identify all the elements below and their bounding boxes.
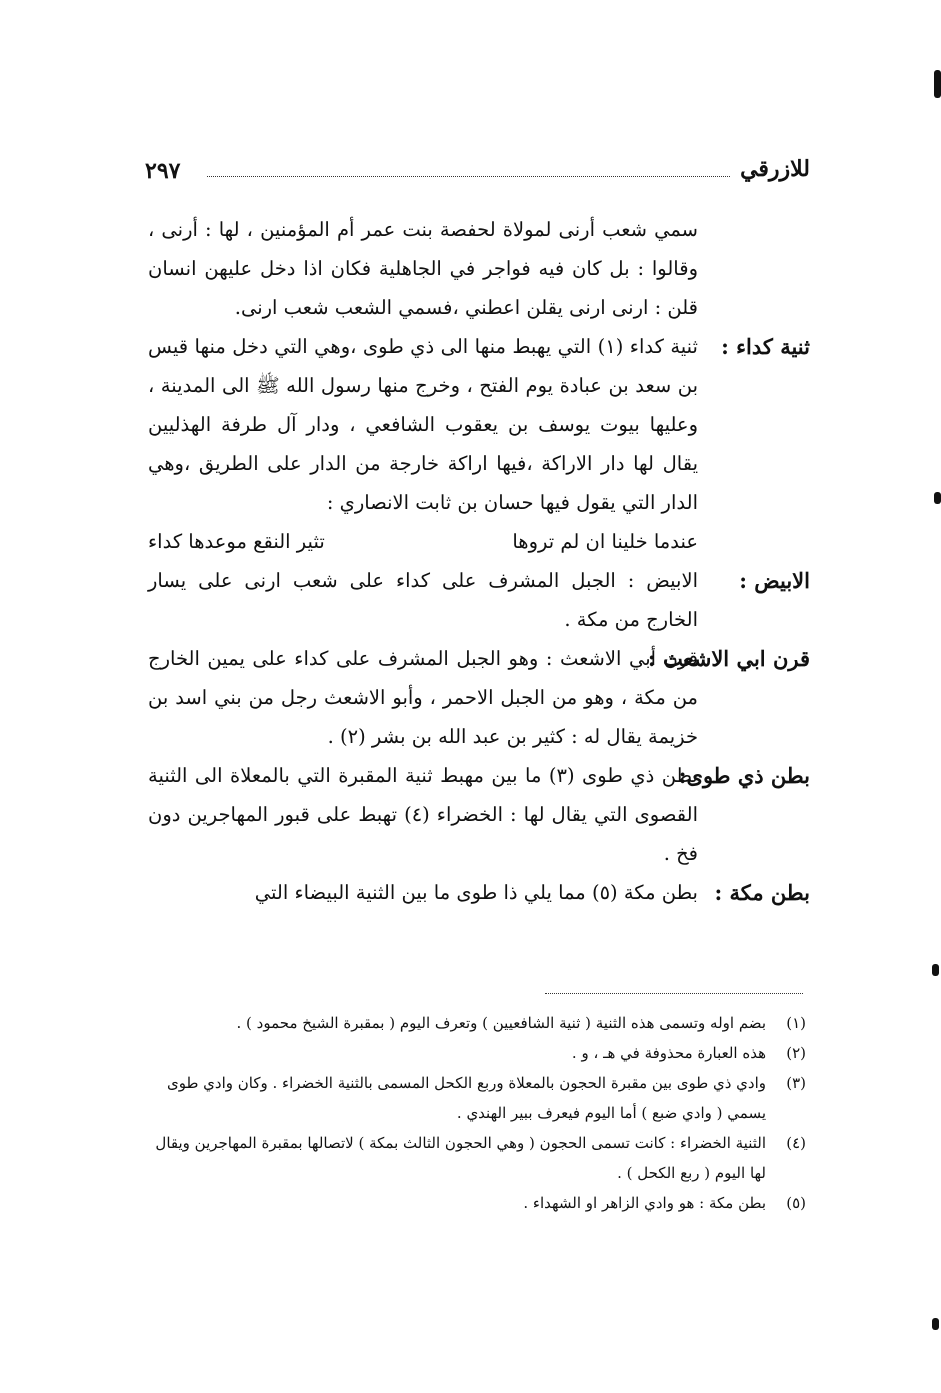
footnote-number: (١) [786,1014,806,1032]
entry-text: سمي شعب أرنى لمولاة لحفصة بنت عمر أم المؤمنين ، لها : أرنى ، وقالوا : بل كان فيه فواجر في الجاهلية فكان اذا دخل عليهن انسان قلن : ارنى ارنى يقلن اعطني ،فسمي الشعب شعب ارنى. [148,218,698,319]
footnote-text: وادي ذي طوى بين مقبرة الحجون بالمعلاة وربع الكحل المسمى بالثنية الخضراء . وكان وادي طوى يسمي ( وادي ضبع ) أما اليوم فيعرف ببير الهندي . [166,1074,766,1122]
entry-text: بطن مكة (٥) مما يلي ذا طوى ما بين الثنية البيضاء التي [254,881,698,904]
verse-second-hemistich: تثير النقع موعدها كداء [148,530,325,553]
entry-term: قرن ابي الاشعث : [647,646,810,671]
entry-term [698,210,810,327]
entry-term: بطن مكة : [714,880,810,905]
entry-text: قرن أبي الاشعث : وهو الجبل المشرف على كداء على يمين الخارج من مكة ، وهو من الجبل الاحمر ، وأبو الاشعث رجل من بني اسد بن خزيمة يقال له : كثير بن عبد الله بن بشر (٢) . [148,647,698,748]
scan-mark [934,70,941,98]
footnote [140,1068,806,1128]
verse-block [148,522,810,561]
paragraph [148,210,810,327]
entry-abyad [148,561,810,639]
running-title: للازرقي [740,156,810,182]
footnote [140,1008,806,1038]
entry-batn-dhi-tuwa [148,756,810,873]
verse-first-hemistich: عندما خلينا ان لم تروها [512,530,698,553]
footnote-number: (٤) [786,1134,806,1152]
entry-text: بطن ذي طوى (٣) ما بين مهبط ثنية المقبرة التي بالمعلاة الى الثنية القصوى التي يقال لها : الخضراء (٤) تهبط على قبور المهاجرين دون فخ . [148,764,698,865]
footnotes [140,1008,806,1218]
main-text [148,210,810,912]
footnote-number: (٥) [786,1194,806,1212]
header-rule [207,176,730,177]
scan-mark [932,964,939,976]
entry-text: ثنية كداء (١) التي يهبط منها الى ذي طوى ،وهي التي دخل منها قيس بن سعد بن عبادة يوم الفتح ، وخرج منها رسول الله ﷺ الى المدينة ، وعليها بيوت يوسف بن يعقوب الشافعي ، ودار آل طرفة الهذليين يقال لها دار الاراكة ،فيها اراكة خارجة من الدار على الطريق ،وهي الدار التي يقول فيها حسان بن ثابت الانصاري : [148,335,698,514]
entry-term: بطن ذي طوى: [678,763,810,788]
page-header [145,156,810,196]
entry-text: الابيض : الجبل المشرف على كداء على شعب ارنى على يسار الخارج من مكة . [148,569,698,631]
footnote [140,1128,806,1188]
page-number: ٢٩٧ [145,158,181,184]
poem-verse [148,522,698,561]
footnote [140,1038,806,1068]
entry-thaniyat-kada [148,327,810,522]
footnote-text: بطن مكة : هو وادي الزاهر او الشهداء . [523,1194,766,1212]
footnote-text: بضم اوله وتسمى هذه الثنية ( ثنية الشافعيين ) وتعرف اليوم ( بمقبرة الشيخ محمود ) . [236,1014,766,1032]
footnote-separator [545,993,803,994]
footnote-number: (٢) [786,1044,806,1062]
footnote-text: الثنية الخضراء : كانت تسمى الحجون ( وهي الحجون الثالث بمكة ) لاتصالها بمقبرة المهاجرين ويقال لها اليوم ( ربع الكحل ) . [155,1134,766,1182]
entry-batn-makka [148,873,810,912]
scan-mark [934,492,941,504]
footnote [140,1188,806,1218]
entry-term: الابيض : [739,568,810,593]
entry-qarn-abi-al-ashath [148,639,810,756]
footnote-text: هذه العبارة محذوفة في هـ ، و . [571,1044,766,1062]
footnote-number: (٣) [786,1074,806,1092]
entry-term: ثنية كداء : [721,334,810,359]
scan-mark [932,1318,939,1330]
